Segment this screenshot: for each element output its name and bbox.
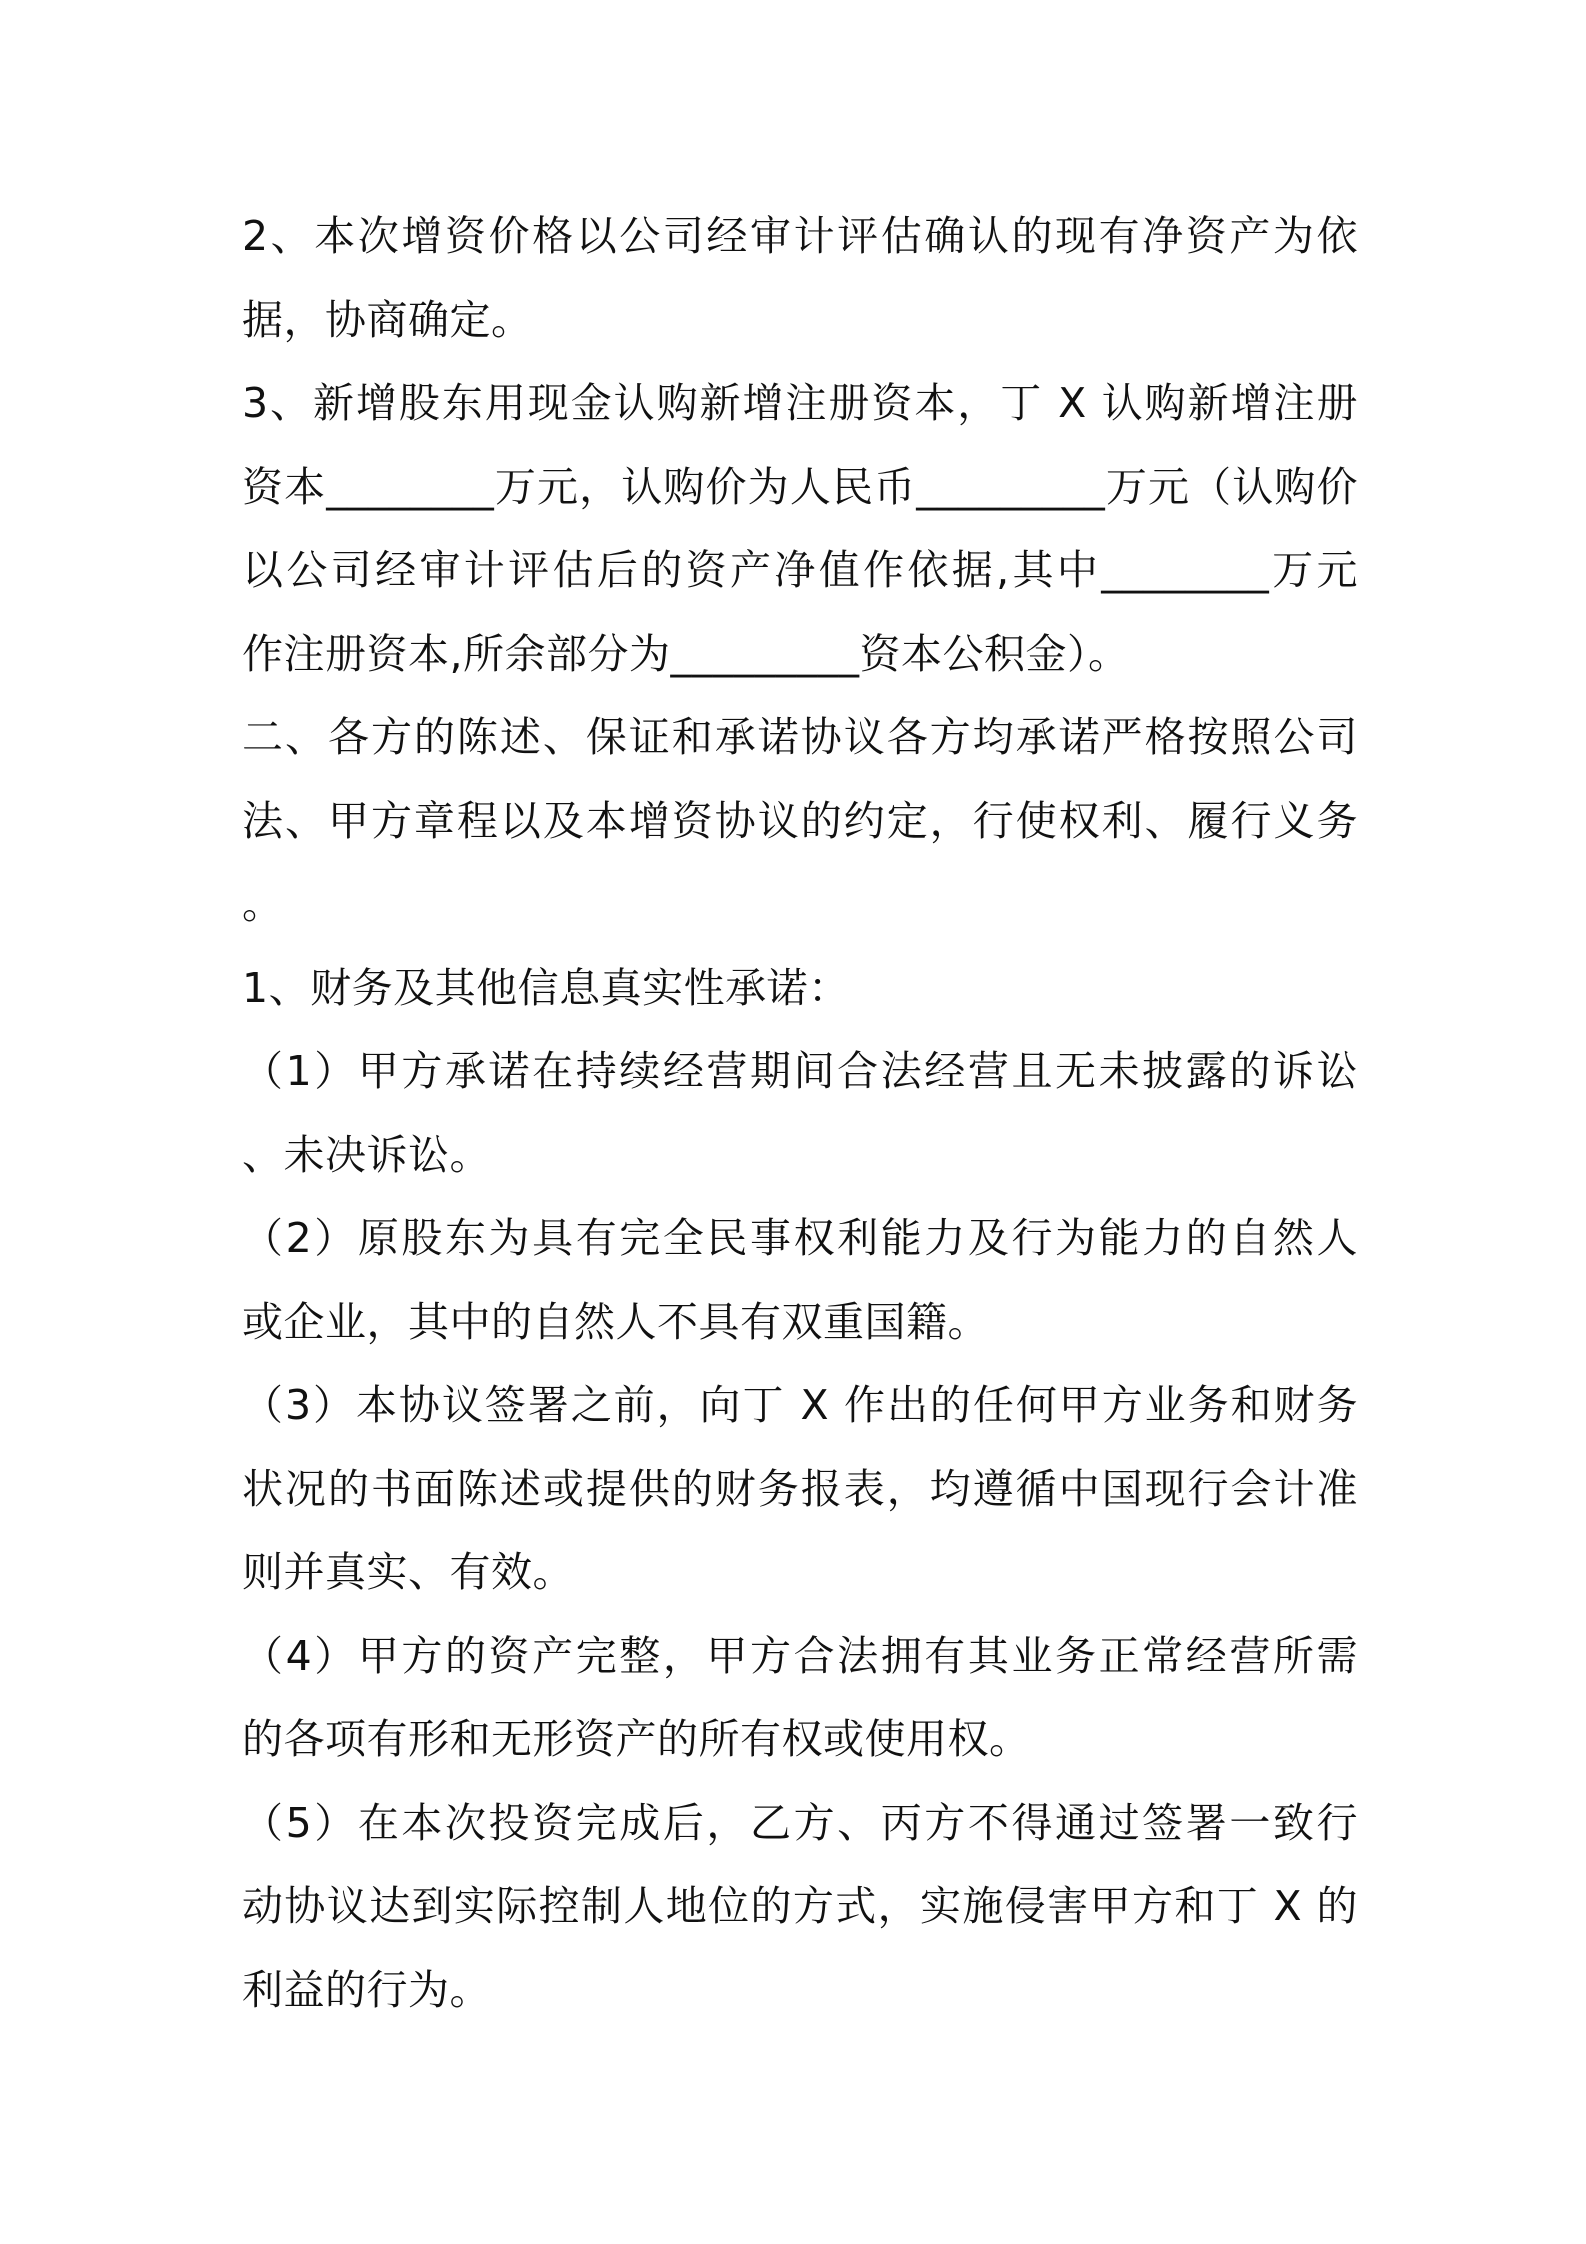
- text-line: 则并真实、有效。: [242, 1548, 574, 1596]
- text-line: 状况的书面陈述或提供的财务报表，均遵循中国现行会计准: [242, 1464, 1358, 1513]
- text-line: 1、财务及其他信息真实性承诺：: [242, 963, 850, 1012]
- text-line: 据，协商确定。: [242, 295, 533, 344]
- text-line: 。: [242, 880, 284, 928]
- text-line: 2、本次增资价格以公司经审计评估确认的现有净资产为依: [242, 212, 1358, 260]
- text-line: 的各项有形和无形资产的所有权或使用权。: [242, 1715, 1031, 1763]
- text-line: （5）在本次投资完成后，乙方、丙方不得通过签署一致行: [242, 1798, 1358, 1847]
- text-line: （4）甲方的资产完整，甲方合法拥有其业务正常经营所需: [242, 1631, 1358, 1680]
- text-line: 资本________万元，认购价为人民币_________万元（认购价: [242, 462, 1358, 511]
- text-line: 、未决诉讼。: [242, 1130, 491, 1179]
- text-line: 法、甲方章程以及本增资协议的约定，行使权利、履行义务: [242, 796, 1358, 845]
- text-line: 利益的行为。: [242, 1965, 491, 2014]
- text-line: 或企业，其中的自然人不具有双重国籍。: [242, 1297, 989, 1346]
- document-body: [242, 195, 1358, 2032]
- text-line: 二、各方的陈述、保证和承诺协议各方均承诺严格按照公司: [242, 713, 1358, 761]
- text-line: 以公司经审计评估后的资产净值作依据,其中________万元: [242, 546, 1358, 594]
- text-line: 作注册资本,所余部分为_________资本公积金）。: [242, 629, 1130, 678]
- text-line: 动协议达到实际控制人地位的方式，实施侵害甲方和丁 X 的: [242, 1882, 1358, 1930]
- text-line: 3、新增股东用现金认购新增注册资本，丁 X 认购新增注册: [242, 379, 1358, 427]
- text-line: （1）甲方承诺在持续经营期间合法经营且无未披露的诉讼: [242, 1047, 1358, 1095]
- text-line: （3）本协议签署之前，向丁 X 作出的任何甲方业务和财务: [242, 1381, 1358, 1429]
- text-line: （2）原股东为具有完全民事权利能力及行为能力的自然人: [242, 1214, 1358, 1262]
